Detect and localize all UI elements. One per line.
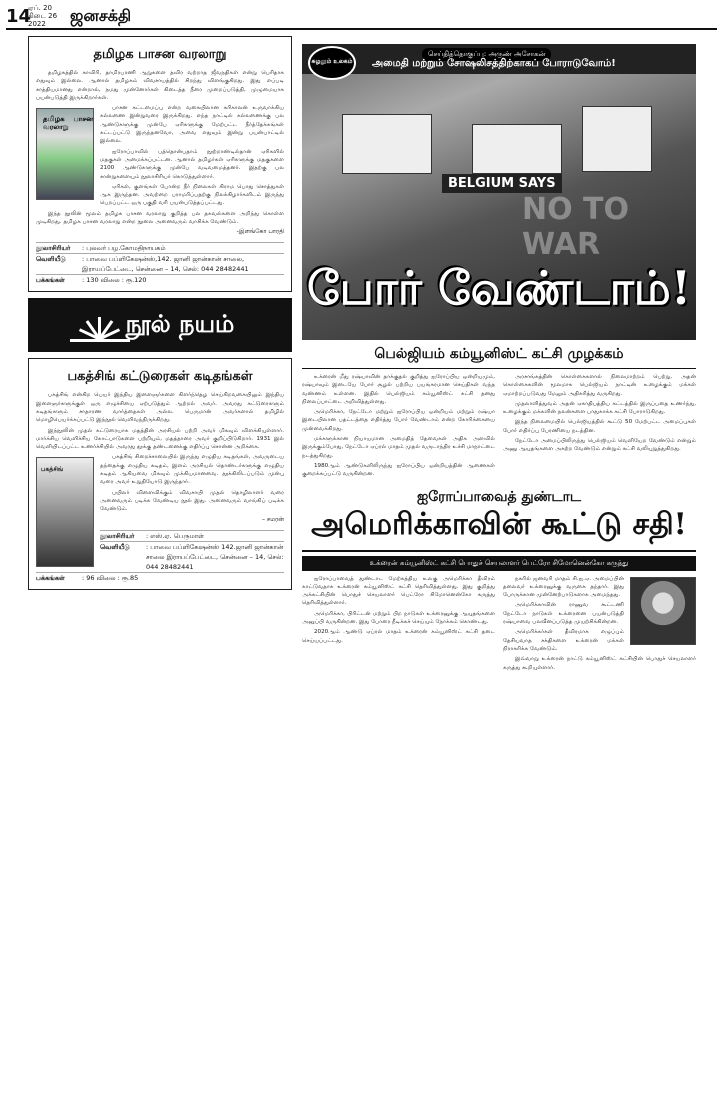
info-value: : பாவை பப்ளிகேஷன்ஸ் 142.ஜானி ஜான்கான் சாலை இராயப்பேட்டை, சென்னை – 14, செல்: 044 28482441 [146, 542, 284, 571]
article-columns [302, 373, 696, 481]
book-review-1 [28, 36, 292, 292]
signature: -இளங்கோ பாரதி [236, 228, 284, 236]
info-key: பக்கங்கள் [36, 573, 65, 582]
paragraph: இவ்வாறு உக்ரைன் நாட்டு கம்யூனிஸ்ட் கட்சியின் பொதுச் செயலாளர் கருத்து கூறியுள்ளார். [503, 656, 696, 671]
globe-logo: சுழலும் உலகம் [308, 46, 356, 80]
banner-title: நூல் நயம் [125, 309, 235, 339]
paragraph: தமிழகத்தில் காவிரி, தாமிரபரணி ஆறுகளை தவிர வற்றாத ஜீவநதிகள் என்று பெரிதாக எதுவும் இல்லை. ஆனால் தமிழகம் விவசாயத்தில் சிறந்து விளங்குகிறது. இது எப்படி சாத்தியமானது என்றால், நமது முன்னோர்கள் கிடைத்த நீரை முறைப்படுத்தி, முழுமையாக பயன்படுத்தி இருக்கிறார்கள். [36, 70, 284, 101]
info-row [36, 274, 284, 285]
info-row [36, 572, 284, 583]
info-key: நூலாசிரியர் [100, 531, 135, 540]
paragraph: அமெரிக்கா, நேட்டோ மற்றும் ஐரோப்பிய ஒன்றியம் மற்றும் ரஷ்யா இடையிலான பதட்டத்தை எதிர்த்து போர் வேண்டாம் என்ற கோரிக்கையை முன்வைக்கிறது. [302, 409, 495, 432]
article-column [503, 373, 696, 481]
article-column [302, 575, 495, 674]
protest-sign [582, 106, 652, 172]
paper-name: ஜனசக்தி [70, 5, 132, 25]
paragraph: அரசாங்கத்தின் கொள்கைகளால் நிலைமாற்றம் பெற்று, அதன் கொள்கைகளின் மூலமாக பெல்ஜியம் நாட்டின் உழைக்கும் மக்கள் ஏமாற்றப்படுவது மேலும் அதிகரித்து வருகிறது. [503, 374, 696, 397]
strap-credit: செய்தித்தொகுப்பு: அருண் அசோகன் [422, 48, 551, 61]
review-body [36, 391, 284, 513]
section-slogan: அமைதி மற்றும் சோஷலிசத்திற்காகப் போராடுவோம்! [372, 58, 616, 69]
protest-sign [472, 124, 562, 174]
info-row [36, 242, 284, 253]
banner-text: NO TO WAR [522, 192, 630, 262]
info-value: : 96 விலை : ரூ.85 [82, 573, 139, 582]
article-byline: உக்ரைன் கம்யூனிஸ்ட் கட்சி பொதுச் செயலாளர் பெட்ரோ சிமோனென்கோ கருத்து [302, 556, 696, 571]
paragraph: அமெரிக்காவின் ராணுவ கூட்டணி நேட்டோ நாடுகள் உக்ரைனை பயன்படுத்தி ரஷ்யாவை பலவீனப்படுத்த முயற்சிக்கின்றன. [503, 602, 624, 626]
book-cover-title: தமிழக பாசன வரலாறு [43, 115, 93, 132]
right-column [302, 36, 696, 674]
paragraph: பகத்சிங் சிறைச்சாலையில் இருந்து எழுதிய கடிதங்கள், அவருடைய தந்தைக்கு எழுதிய கடிதம், இளம் அரசியல் தொண்டர்களுக்கு எழுதிய கடிதம் ஆகியவை மிகவும் முக்கியமானவை. தூக்கிலிடப்படும் முன்பு வரை அவர் உறுதியோடு இருந்தார். [100, 454, 284, 486]
photo-header-bar [302, 44, 696, 74]
paragraph: ஏரிகள், குளங்கள் போன்ற நீர் நிலைகள் கிராம பொது சொத்துகள் ஆக இருந்தன. அவற்றை பராமரிப்பதற்கு நிலக்கிழார்களிடம் இருந்து பெறப்பட்ட ஒரு பகுதி வரி பயன்படுத்தப்பட்டது. [100, 183, 284, 207]
paragraph: பாசன கட்டமைப்பு என்ற வகையிலான கரிகாலன் உருவாக்கிய கல்லணை இன்றுவரை இருக்கிறது. எந்த நாட்டில் கல்லணைக்கு பல ஆண்டுகளுக்கு முன்பே ஏரிகளுக்கு மேற்பட்ட நீர்த்தேக்கங்கள் கட்டப்பட்டு இருந்தனவோ, அவை எதுவும் இன்று பயன்பாட்டில் இல்லை. [100, 105, 284, 145]
info-row [100, 530, 284, 541]
page-number: 14 [6, 5, 32, 27]
paragraph: 2020ஆம் ஆண்டு ஏப்ரல் மாதம் உக்ரைன் கம்யூனிஸ்ட் கட்சி தடை செய்யப்பட்டது. [302, 629, 495, 644]
paragraph: நகரில் ஜனவரி மாதம் சி.ஐ.ஏ. அமைப்பின் தலைவர் உக்ரைனுக்கு வருகை தந்தார். இது போருக்கான முன்னேற்பாடுகளாக அமைந்தது. [503, 575, 624, 599]
book-cover-image [36, 108, 94, 200]
paragraph: அமெரிக்கர்கள் தீவிரமாக எழுப்பும் தேசியவாத சக்திகளை உக்ரைன் மக்கள் நிராகரிக்க வேண்டும். [503, 629, 624, 652]
review-body [36, 69, 284, 226]
paragraph: இந்த நிலைமையில் பெல்ஜியத்தில் கூட்டு 50 மேற்பட்ட அமைப்புகள் போர் எதிர்ப்பு பேரணியை நடத்தின. [503, 419, 696, 434]
review-title: பகத்சிங் கட்டுரைகள் கடிதங்கள் [67, 369, 253, 385]
issue-line: கிடை 26 [28, 12, 58, 20]
paragraph: பகத்சிங் என்கிற பெயர் இந்திய இளைஞர்களை கிளர்ந்தெழ செய்கிறவகையிலும் இந்திய இளைஞர்களுக்குள் ஒரு எழுச்சியை ஏற்படுத்தும் ஆற்றல் அவர். அவரது கட்டுரைகளும் கடிதங்களும் சாதாரண வார்த்தைகள் அல்ல. பெருமான் அவர்களால் தமிழில் மொழிபெயர்க்கப்பட்டு இந்நூல் வெளிவந்திருக்கிறது. [36, 392, 284, 424]
subheadline: பெல்ஜியம் கம்யூனிஸ்ட் கட்சி முழக்கம் [302, 346, 696, 369]
info-row [36, 253, 284, 274]
issue-line: 2022 [28, 20, 46, 28]
page-header [6, 4, 717, 30]
article-column [503, 575, 696, 674]
banner-text: BELGIUM SAYS [442, 174, 562, 193]
paragraph: உக்ரைன் மீது ரஷ்யாவின் தாக்குதல் குறித்து ஐரோப்பிய ஒன்றியமும், ரஷ்யாவும் இடையே போர் சூழல் பற்றிய பயங்கரமான செய்திகள் வந்த வண்ணம் உள்ளன. இதில் பெல்ஜியம் கம்யூனிஸ்ட் கட்சி தனது நிலைப்பாட்டை அறிவித்துள்ளது. [302, 374, 495, 405]
paragraph: அமெரிக்கா, பிரிட்டன் மற்றும் பிற நாடுகள் உக்ரைனுக்கு ஆயுதங்களை அனுப்பி வருகின்றன. இது போரை நீடிக்கச் செய்யும் நோக்கம் கொண்டது. [302, 610, 495, 626]
book-cover-image [36, 457, 94, 567]
section-banner [28, 298, 292, 352]
signature: – சமரன் [262, 515, 284, 523]
info-key: பக்கங்கள் [36, 276, 65, 285]
book-cover-title: பகத்சிங் [41, 466, 64, 474]
article-column [302, 373, 495, 481]
paragraph: ஐரோப்பாவைத் துண்டாட மேற்கத்திய உலகு அமெரிக்கா தீவிரம் காட்டுவதாக உக்ரைன் கம்யூனிஸ்ட் கட்சி தெரிவித்துள்ளது. இது குறித்து அக்கட்சியின் பொதுச் செயலாளர் பெட்ரோ சிமோனென்கோ கருத்து தெரிவித்துள்ளார். [302, 575, 495, 607]
paragraph: பயிலர் விளைவிக்கும் விவசாயி முதல் தொழிலாளர் வரை அனைவரும் படிக்க வேண்டிய நூல் இது. அனைவரும் வாங்கிப் படிக்க வேண்டும். [100, 489, 284, 513]
info-value: : 130 விலை : ரூ.120 [82, 276, 147, 285]
info-key: வெளியீடு [36, 255, 66, 264]
info-value: : பாவை பப்ளிகேஷன்ஸ்,142. ஜானி ஜான்கான் சாலை, இராயப்பேட்டை, சென்னை – 14, செல்: 044 28482441 [82, 255, 249, 274]
person-portrait [630, 577, 696, 645]
book-review-2 [28, 358, 292, 589]
paragraph: முதலாளித்துவம் அதன் ஏகாதிபத்திய கட்டத்தில் இருப்பதை உணர்ந்து, உழைக்கும் மக்களின் நலன்களை பாதுகாக்க கட்சி போராடுகிறது. [503, 400, 696, 416]
info-key: நூலாசிரியர் [36, 244, 71, 253]
paragraph: 1980ஆம் ஆண்டுகளிலிருந்து ஐரோப்பிய ஒன்றியத்தின் ஆணைகள் குறைக்கப்பட்டு வருகின்றன. [302, 462, 495, 478]
main-headline: போர் வேண்டாம்! [306, 261, 692, 315]
sunrise-icon [70, 308, 130, 342]
review-title: தமிழக பாசன வரலாறு [93, 47, 227, 62]
article-kicker: ஐரோப்பாவைத் துண்டாட [416, 488, 582, 505]
paragraph: நேட்டோ அமைப்பிலிருந்து பெல்ஜியம் வெளியேற வேண்டும் என்றும் அணு ஆயுதங்களை அகற்ற வேண்டும் என்றும் கட்சி வலியுறுத்துகிறது. [503, 438, 696, 453]
book-info [36, 242, 284, 285]
info-value: : எஸ்.ஏ. பெருமாள் [146, 531, 204, 540]
article-columns [302, 575, 696, 674]
info-row [100, 541, 284, 572]
protest-photo [302, 44, 696, 340]
article-headline: அமெரிக்காவின் கூட்டு சதி! [302, 507, 696, 552]
paragraph: மக்களுக்கான நியாயமான அமைதித் தேவைகள் அதிக அளவில் இருக்கும்போது, நேட்டோ ஏப்ரல் மாதம் முதல் வருடாந்திர உச்சி மாநாட்டை நடத்துகிறது. [302, 436, 495, 459]
issue-date [28, 4, 70, 28]
info-key: வெளியீடு [100, 542, 130, 551]
protest-sign [342, 114, 432, 174]
paragraph: ஐரோப்பாவில் பத்தொன்பதாம் நூற்றாண்டில்தான் ஏரிகளில் மதகுகள் அமைக்கப்பட்டன. ஆனால் தமிழர்கள் ஏரிகளுக்கு மதகுகளை 2100 ஆண்டுகளுக்கு முன்பே வடிவமைத்தனர். இதற்கு பல சான்றுகளையும் நூலாசிரியர் கொடுத்துள்ளார். [100, 148, 284, 180]
info-value: : புலவர் பழ.கோமதிநாயகம் [82, 244, 166, 253]
left-column [28, 36, 292, 590]
issue-line: ஏப். 20 [28, 4, 53, 12]
paragraph: இந்நூலின் முதல் கட்டுரையாக மதத்தின் அரசியல் பற்றி அவர் மிகவும் விளக்கியுள்ளார். மார்க்சிய வெளிச்சிய கோட்பாடுகளை பற்றியும், மதத்தாரை அவர் குறிப்பிடுகிறார். 1931 இல் வெளியிடப்பட்ட உணர்ச்சியில் அவரது தூக்கு தண்டனைக்கு எதிர்ப்பு சொன்ன அறிக்கை. [36, 427, 284, 451]
paragraph: இந்த நூலின் மூலம் தமிழக பாசன வரலாறு குறித்த பல தகவல்களை அறிந்து கொள்ள முடிகிறது. தமிழக பாசன வரலாறு என்ற நூலை அனைவரும் வாசிக்க வேண்டும். [36, 210, 284, 226]
